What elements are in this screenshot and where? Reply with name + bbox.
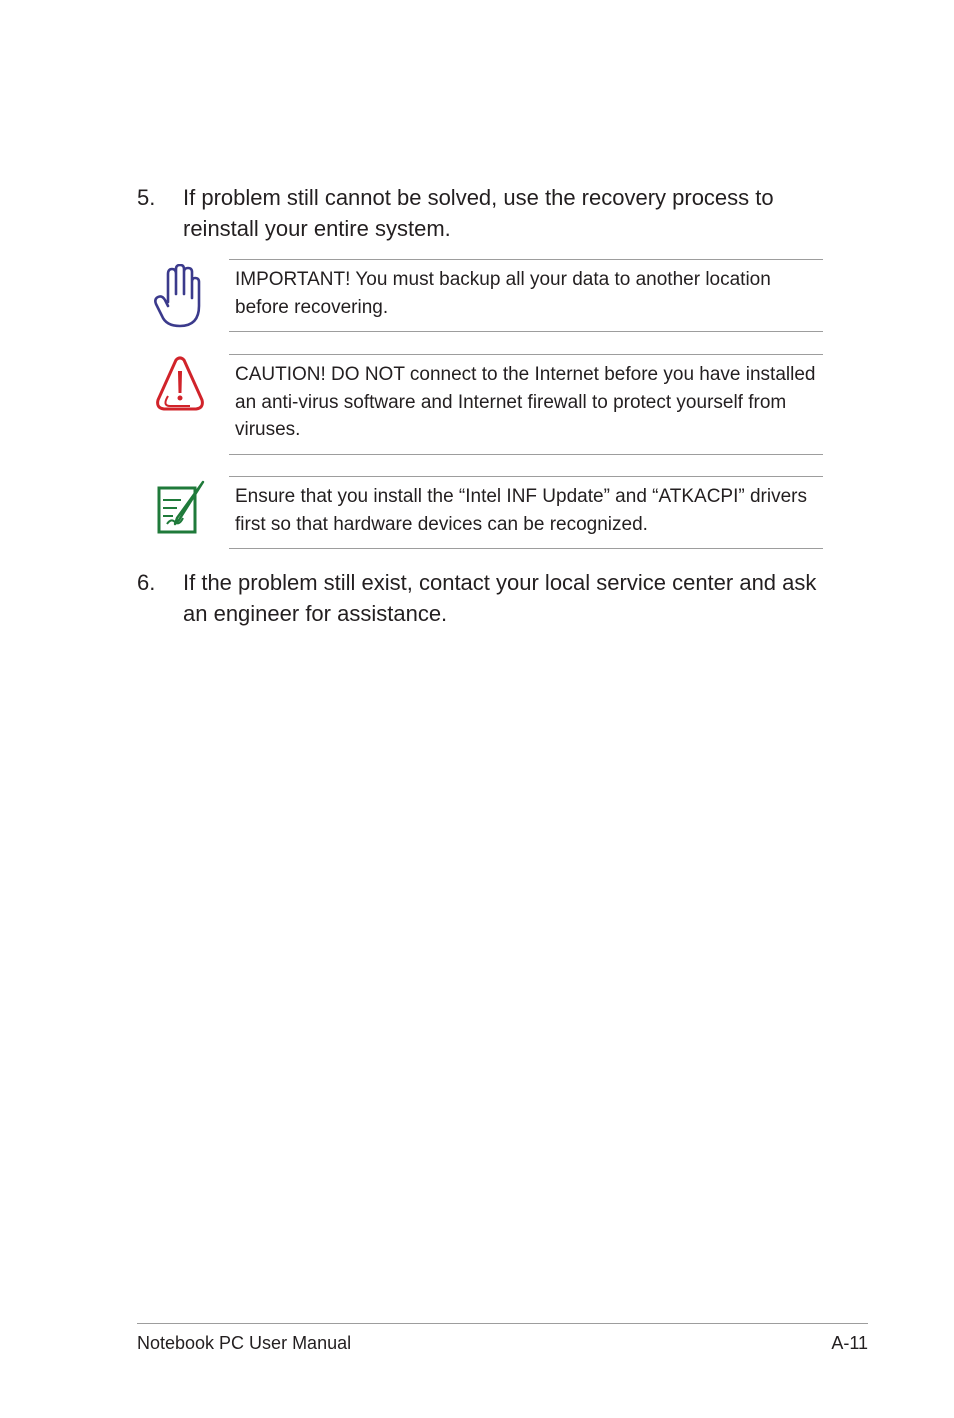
footer-manual-title: Notebook PC User Manual (137, 1333, 352, 1353)
caution-text: CAUTION! DO NOT connect to the Internet before you have installed an anti-virus software and Internet firewall to protect yourself from viruses. (235, 364, 816, 440)
important-text: IMPORTANT! You must backup all your data to another location before recovering. (235, 269, 771, 318)
step-number: 5. (137, 185, 156, 210)
note-text: Ensure that you install the “Intel INF Update” and “ATKACPI” drivers first so that hardware devices can be recognized. (235, 486, 807, 535)
warning-triangle-icon (154, 356, 206, 414)
step-text: If the problem still exist, contact your local service center and ask an engineer for assistance. (183, 570, 817, 626)
step-5 (137, 182, 817, 246)
note-notice (229, 476, 823, 549)
raised-hand-icon (154, 264, 202, 330)
caution-notice (229, 354, 823, 455)
step-number: 6. (137, 570, 156, 595)
step-6 (137, 567, 817, 631)
footer-page-number: A-11 (831, 1333, 868, 1353)
step-text: If problem still cannot be solved, use the recovery process to reinstall your entire system. (183, 185, 774, 241)
note-pencil-icon (155, 478, 207, 536)
footer-divider (137, 1323, 868, 1324)
important-notice (229, 259, 823, 332)
